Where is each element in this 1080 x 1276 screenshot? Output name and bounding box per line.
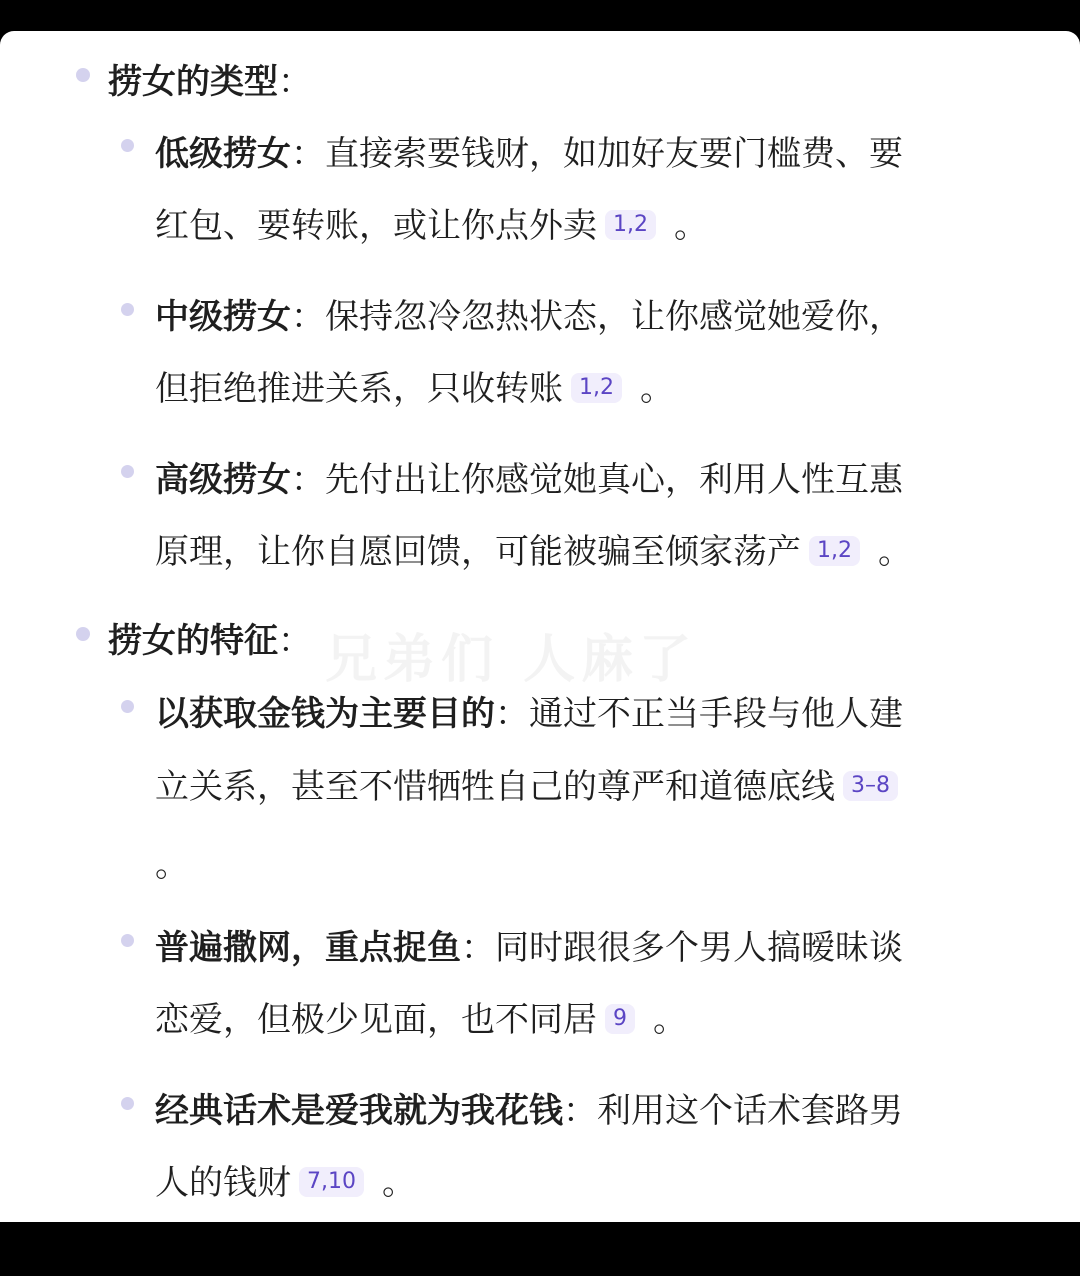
- colon: ：: [563, 1091, 597, 1131]
- feature-item-1-line1: [155, 694, 903, 734]
- type-desc: 红包、要转账，或让你点外卖: [155, 206, 597, 246]
- type-item-1-line2: [155, 206, 708, 246]
- bullet-dot: [121, 934, 134, 947]
- colon: ：: [278, 62, 312, 102]
- type-item-1-line1: [155, 134, 903, 174]
- citation-badge[interactable]: 1,2: [605, 210, 656, 240]
- features-heading-text: 捞女的特征: [108, 621, 278, 661]
- bullet-dot: [76, 627, 90, 641]
- feature-desc: 人的钱财: [155, 1163, 291, 1203]
- colon: ：: [461, 928, 495, 968]
- feature-desc: 同时跟很多个男人搞暧昧谈: [495, 928, 903, 968]
- feature-desc: 恋爱，但极少见面，也不同居: [155, 1000, 597, 1040]
- bullet-dot: [121, 139, 134, 152]
- types-heading: [108, 62, 312, 102]
- type-desc: 原理，让你自愿回馈，可能被骗至倾家荡产: [155, 532, 801, 572]
- bullet-dot: [121, 465, 134, 478]
- feature-item-1-line3: [155, 845, 189, 885]
- type-desc: 直接索要钱财，如加好友要门槛费、要: [325, 134, 903, 174]
- period: 。: [653, 1000, 687, 1040]
- period: 。: [155, 845, 189, 885]
- type-item-2-line1: [155, 297, 903, 337]
- type-item-3-line1: [155, 460, 903, 500]
- type-label: 低级捞女: [155, 134, 291, 174]
- feature-desc: 利用这个话术套路男: [597, 1091, 903, 1131]
- caption-watermark: 兄弟们 人麻了: [325, 630, 698, 690]
- citation-badge[interactable]: 1,2: [571, 373, 622, 403]
- citation-badge[interactable]: 1,2: [809, 536, 860, 566]
- feature-label: 普遍撒网，重点捉鱼: [155, 928, 461, 968]
- types-heading-text: 捞女的类型: [108, 62, 278, 102]
- citation-badge[interactable]: 3–8: [843, 771, 898, 801]
- period: 。: [640, 369, 674, 409]
- bottom-black-bar: [0, 1222, 1080, 1276]
- top-black-bar: [0, 0, 1080, 31]
- feature-desc: 通过不正当手段与他人建: [529, 694, 903, 734]
- feature-item-3-line1: [155, 1091, 903, 1131]
- type-item-2-line2: [155, 369, 674, 409]
- colon: ：: [495, 694, 529, 734]
- citation-badge[interactable]: 9: [605, 1004, 635, 1034]
- period: 。: [878, 532, 912, 572]
- type-desc: 但拒绝推进关系，只收转账: [155, 369, 563, 409]
- feature-desc: 立关系，甚至不惜牺牲自己的尊严和道德底线: [155, 767, 835, 807]
- feature-item-2-line2: [155, 1000, 687, 1040]
- colon: ：: [278, 621, 312, 661]
- type-item-3-line2: [155, 532, 912, 572]
- colon: ：: [291, 134, 325, 174]
- feature-item-3-line2: [155, 1163, 416, 1203]
- content-panel: [0, 31, 1080, 1222]
- bullet-dot: [121, 700, 134, 713]
- type-label: 中级捞女: [155, 297, 291, 337]
- citation-badge[interactable]: 7,10: [299, 1167, 364, 1197]
- period: 。: [381, 1163, 416, 1203]
- feature-item-2-line1: [155, 928, 903, 968]
- bullet-dot: [121, 303, 134, 316]
- bullet-dot: [76, 68, 90, 82]
- feature-item-1-line2: [155, 767, 898, 807]
- type-label: 高级捞女: [155, 460, 291, 500]
- feature-label: 经典话术是爱我就为我花钱: [155, 1091, 563, 1131]
- period: 。: [674, 206, 708, 246]
- bullet-dot: [121, 1097, 134, 1110]
- features-heading: [108, 621, 312, 661]
- colon: ：: [291, 297, 325, 337]
- feature-label: 以获取金钱为主要目的: [155, 694, 495, 734]
- type-desc: 先付出让你感觉她真心，利用人性互惠: [325, 460, 903, 500]
- type-desc: 保持忽冷忽热状态，让你感觉她爱你，: [325, 297, 903, 337]
- colon: ：: [291, 460, 325, 500]
